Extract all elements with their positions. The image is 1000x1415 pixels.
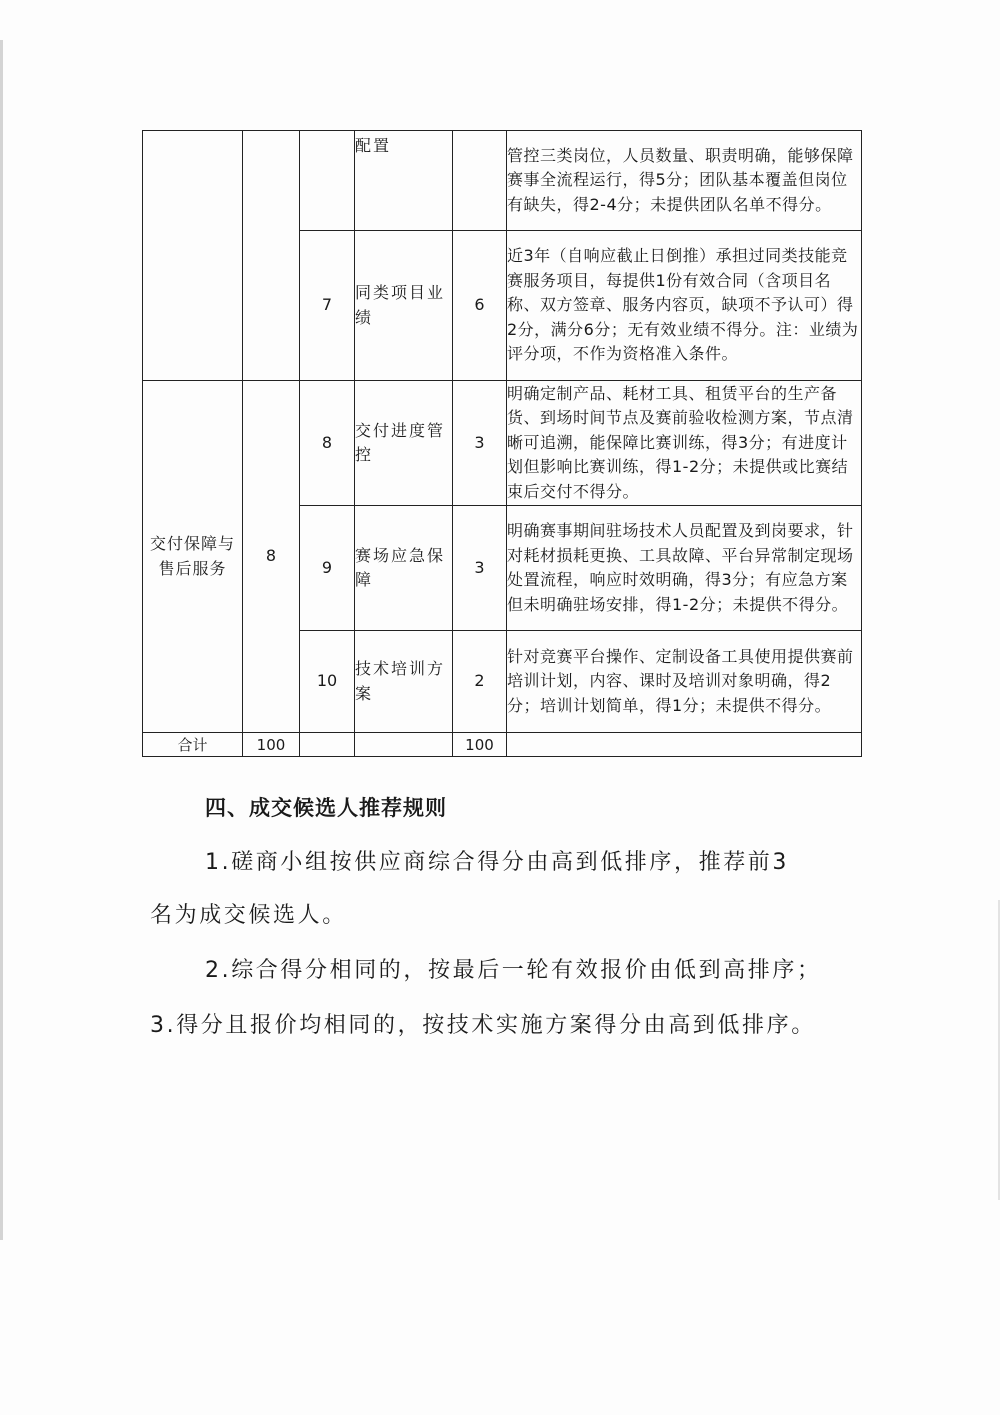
item-score-8: 3 xyxy=(453,381,507,506)
criteria-9: 明确赛事期间驻场技术人员配置及到岗要求，针对耗材损耗更换、工具故障、平台异常制定现场处置流程，响应时效明确，得3分；有应急方案但未明确驻场安排，得1-2分；未提供不得分。 xyxy=(507,506,862,631)
scoring-table xyxy=(142,130,862,757)
category-delivery: 交付保障与售后服务 xyxy=(143,381,243,733)
item-name-9: 赛场应急保障 xyxy=(355,506,453,631)
item-no-10: 10 xyxy=(300,631,355,733)
item-no-9: 9 xyxy=(300,506,355,631)
table-row-8 xyxy=(143,381,862,506)
total-empty-name xyxy=(355,733,453,757)
criteria-10: 针对竞赛平台操作、定制设备工具使用提供赛前培训计划，内容、课时及培训对象明确，得2分；培训计划简单，得1分；未提供不得分。 xyxy=(507,631,862,733)
criteria-config: 管控三类岗位，人员数量、职责明确，能够保障赛事全流程运行，得5分；团队基本覆盖但岗位有缺失，得2-4分；未提供团队名单不得分。 xyxy=(507,131,862,231)
item-score-9: 3 xyxy=(453,506,507,631)
total-empty-no xyxy=(300,733,355,757)
total-label: 合计 xyxy=(143,733,243,757)
category-cell-prev xyxy=(143,131,243,381)
total-weight: 100 xyxy=(243,733,300,757)
scan-edge-left xyxy=(0,40,3,1240)
total-score: 100 xyxy=(453,733,507,757)
item-score-7: 6 xyxy=(453,231,507,381)
item-name-10: 技术培训方案 xyxy=(355,631,453,733)
score-cell-empty xyxy=(453,131,507,231)
item-no-7: 7 xyxy=(300,231,355,381)
rule-2: 2.综合得分相同的，按最后一轮有效报价由低到高排序； xyxy=(205,958,822,983)
table-row-total xyxy=(143,733,862,757)
item-name-8: 交付进度管控 xyxy=(355,381,453,506)
rule-3: 3.得分且报价均相同的，按技术实施方案得分由高到低排序。 xyxy=(150,1013,816,1038)
no-cell-empty xyxy=(300,131,355,231)
section-heading: 四、成交候选人推荐规则 xyxy=(205,796,447,820)
category-weight: 8 xyxy=(243,381,300,733)
item-name-7: 同类项目业绩 xyxy=(355,231,453,381)
criteria-8: 明确定制产品、耗材工具、租赁平台的生产备货、到场时间节点及赛前验收检测方案，节点清晰可追溯，能保障比赛训练，得3分；有进度计划但影响比赛训练，得1-2分；未提供或比赛结束后交付不得分。 xyxy=(507,381,862,506)
total-empty-desc xyxy=(507,733,862,757)
table-row-config xyxy=(143,131,862,231)
item-no-8: 8 xyxy=(300,381,355,506)
weight-cell-prev xyxy=(243,131,300,381)
item-score-10: 2 xyxy=(453,631,507,733)
criteria-7: 近3年（自响应截止日倒推）承担过同类技能竞赛服务项目，每提供1份有效合同（含项目名称、双方签章、服务内容页，缺项不予认可）得2分，满分6分；无有效业绩不得分。注：业绩为评分项，不作为资格准入条件。 xyxy=(507,231,862,381)
item-name-config: 配置 xyxy=(355,131,453,231)
rule-1-line-1: 1.磋商小组按供应商综合得分由高到低排序，推荐前3 xyxy=(205,850,789,875)
rule-1-line-2: 名为成交候选人。 xyxy=(150,903,347,928)
